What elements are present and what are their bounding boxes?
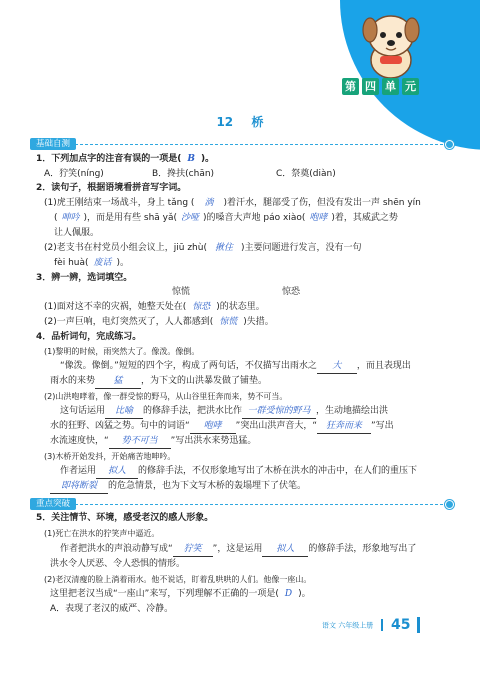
q4-stem: 4．品析词句，完成练习。: [36, 332, 142, 342]
q3-stem: 3．辨一辨，选词填空。: [36, 273, 133, 283]
unit-char: 四: [362, 78, 379, 95]
q5-line: 作者把洪水的声浪动静写成“ 狞笑 ”，这是运用 拟人 的修辞手法，形象地写出了: [60, 543, 416, 557]
section-basic-label: 基础自测: [30, 138, 76, 150]
q5-option-a: A．表现了老汉的威严、冷静。: [50, 604, 174, 614]
footer: [322, 617, 420, 633]
section-dot-icon: [445, 500, 454, 509]
footer-bar: [417, 617, 420, 633]
q4-line: 这句话运用 比喻 的修辞手法，把洪水比作 一群受惊的野马 ，生动地描绘出洪: [60, 405, 388, 419]
section-key: [30, 498, 454, 510]
section-key-label: 重点突破: [30, 498, 76, 510]
q4-sentence: (1)黎明的时候，雨突然大了。像泼。像倒。: [44, 347, 200, 356]
section-basic: [30, 138, 454, 150]
lesson-name: 桥: [251, 115, 264, 129]
q1-options: [44, 168, 336, 181]
q5-stem: 5．关注情节、环境，感受老汉的感人形象。: [36, 513, 214, 523]
q2-line: fèi huà( 废话 )。: [54, 258, 130, 268]
q1-stem: 1．下列加点字的注音有误的一项是( B )。: [36, 154, 215, 164]
footer-label: 语文 六年级上册: [322, 621, 374, 630]
lesson-title: [0, 113, 480, 130]
unit-char: 单: [382, 78, 399, 95]
q2-line: (1)虎王刚结束一场战斗，身上 tǎng ( 淌 )着汗水，腿部受了伤，但没有发出一声 shēn yín: [44, 198, 421, 208]
page-number: 45: [390, 617, 411, 633]
section-dot-icon: [445, 140, 454, 149]
q4-line: 水的狂野、凶猛之势。句中的词语“ 咆哮 ”突出山洪声音大，“ 狂奔而来 ”写出: [50, 420, 394, 434]
q2-line: (2)老支书在村党员小组会议上，jiū zhù( 揪住 )主要问题进行发言，没有一句: [44, 243, 362, 253]
q1-option-a: A．狞笑(níng): [44, 169, 104, 179]
q4-line: 作者运用 拟人 的修辞手法，不仅形象地写出了木桥在洪水的冲击中，在人们的重压下: [60, 465, 417, 479]
q1-option-c: C．祭奠(diàn): [276, 169, 336, 179]
q2-line: 让人佩服。: [54, 228, 100, 238]
unit-title: [342, 78, 419, 95]
footer-divider: [381, 619, 383, 631]
q1-answer: B: [187, 154, 195, 164]
q4-line: 即将断裂 的危急情景，也为下文写木桥的轰塌埋下了伏笔。: [50, 480, 306, 494]
q5-line: 洪水令人厌恶、令人恐惧的情形。: [50, 559, 186, 569]
lesson-number: 12: [216, 115, 234, 129]
unit-char: 第: [342, 78, 359, 95]
q4-line: 水流速度快，“ 势不可当 ”写出洪水来势迅猛。: [50, 435, 256, 449]
q2-stem: 2．读句子，根据语境看拼音写字词。: [36, 183, 187, 193]
q5-sentence: (2)老汉清瘦的脸上淌着雨水。他不说话，盯着乱哄哄的人们。他像一座山。: [44, 575, 312, 584]
unit-char: 元: [402, 78, 419, 95]
q5-line: 这里把老汉当成“一座山”来写，下列理解不正确的一项是( D )。: [50, 589, 311, 599]
q4-sentence: (2)山洪咆哮着，像一群受惊的野马，从山谷里狂奔而来，势不可当。: [44, 392, 288, 401]
q4-sentence: (3)木桥开始发抖，开始痛苦地呻吟。: [44, 452, 176, 461]
q3-words: 惊慌 惊恐: [172, 287, 301, 297]
q4-line: “像泼。像倒。”短短的四个字，构成了两句话，不仅描写出雨水之 大 ，而且表现出: [60, 360, 411, 374]
q3-line: (1)面对这不幸的灾祸，她整天处在( 惊恐 )的状态里。: [44, 302, 265, 312]
mascot-dog-icon: [356, 8, 426, 80]
q1-option-b: B．搀扶(chān): [152, 169, 215, 179]
q3-line: (2)一声巨响，电灯突然灭了，人人都感到( 惊慌 )失措。: [44, 317, 274, 327]
q2-line: ( 呻吟 )，而是用有些 shā yǎ( 沙哑 )的嗓音大声地 páo xiào( 咆哮 )着，其威武之势: [54, 213, 398, 223]
q4-line: 雨水的来势 猛 ，为下文的山洪暴发做了铺垫。: [50, 375, 267, 389]
q5-sentence: (1)死亡在洪水的狞笑声中逼近。: [44, 529, 160, 538]
